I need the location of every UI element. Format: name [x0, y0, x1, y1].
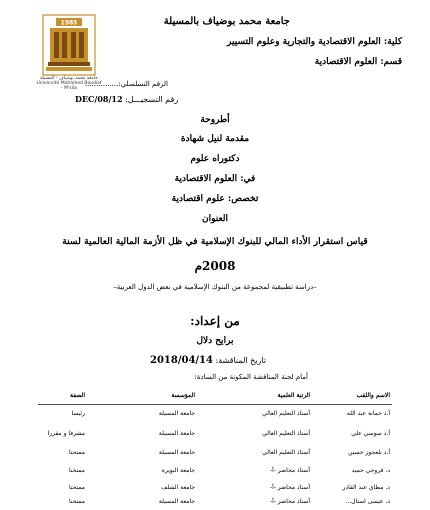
degree: دكتوراه علوم — [190, 154, 240, 164]
faculty-name: كلية: العلوم الاقتصادية والتجارية وعلوم التسيير — [227, 37, 402, 47]
member-name: د. مطاي عبد القادر — [342, 484, 390, 491]
department-name: قسم: العلوم الاقتصادية — [314, 57, 402, 67]
registration-row — [75, 94, 178, 104]
committee-label: أمام لجنة المناقشة المكونة من السادة: — [194, 373, 308, 381]
member-institution: جامعة المسيلة — [158, 449, 195, 456]
member-name: أ.د بلعجوز حسين — [348, 449, 390, 456]
member-name: أ.د سوسي علي — [351, 430, 390, 437]
member-institution: جامعة المسيلة — [158, 430, 195, 437]
member-role: مشرفا و مقررا — [47, 430, 85, 437]
member-name: أ.د حمانة عبد الله — [346, 410, 390, 417]
table-row — [40, 449, 390, 461]
member-rank: أستاذ محاضر -أ- — [270, 467, 310, 474]
table-row — [40, 467, 390, 479]
member-role: رئيسا — [71, 410, 85, 417]
header-institution: المؤسسة — [171, 392, 195, 399]
member-rank: أستاذ محاضر -أ- — [270, 498, 310, 505]
logo-caption-ar: جامعة محمد بوضياف - المسيلة — [39, 76, 99, 81]
serial-number: الرقم التسلسلي:............... — [84, 80, 168, 88]
defense-date-label: تاريخ المناقشة: — [215, 356, 267, 365]
member-role: ممتحنا — [68, 498, 85, 505]
table-row — [40, 484, 390, 496]
committee-header — [40, 392, 390, 404]
member-institution: جامعة الشلف — [161, 484, 195, 491]
defense-date-value: 2018/04/14 — [150, 355, 213, 366]
thesis-title-line2: 2008م — [194, 259, 236, 273]
table-row — [40, 410, 390, 422]
table-row — [40, 430, 390, 442]
member-institution: جامعة المسيلة — [158, 498, 195, 505]
thesis-type: أطروحة — [200, 115, 230, 125]
member-role: ممتحنا — [68, 484, 85, 491]
member-rank: أستاذ محاضر -أ- — [270, 484, 310, 491]
member-rank: أستاذ التعليم العالي — [262, 449, 310, 456]
member-role: ممتحنا — [68, 449, 85, 456]
member-role: ممتحنا — [68, 467, 85, 474]
university-name: جامعة محمد بوضياف بالمسيلة — [163, 16, 290, 27]
title-label: العنوان — [201, 214, 229, 224]
table-divider — [38, 404, 392, 405]
header-role: الصفة — [70, 392, 85, 399]
member-rank: أستاذ التعليم العالي — [262, 410, 310, 417]
member-institution: جامعة المسيلة — [158, 410, 195, 417]
author-name: برايح دلال — [196, 336, 234, 346]
logo-caption-en: Université Mohamed Boudiaf - M'sila — [36, 81, 102, 91]
registration-label: رقم التسجيـــل: — [125, 95, 179, 104]
thesis-subtitle: –دراسة تطبيقية لمجموعة من البنوك الإسلامية في بعض الدول العربية– — [113, 283, 317, 291]
logo-year: 1985 — [60, 19, 78, 27]
specialty: تخصص: علوم اقتصادية — [171, 194, 259, 204]
defense-date-row — [150, 355, 266, 366]
header-rank: الرتبة العلمية — [277, 392, 310, 399]
member-institution: جامعة البويرة — [161, 467, 195, 474]
author-label: من إعداد: — [190, 314, 240, 328]
thesis-title-line1: قياس استقرار الأداء المالي للبنوك الإسلامية في ظل الأزمة المالية العالمية لسنة — [62, 236, 368, 247]
member-name: د. عيسى استال... — [345, 498, 390, 505]
table-row — [40, 498, 390, 510]
registration-value: DEC/08/12 — [75, 94, 123, 104]
field: في: العلوم الاقتصادية — [174, 174, 256, 184]
header-name: الاسم واللقب — [356, 392, 390, 399]
submitted-for: مقدمة لنيل شهادة — [180, 134, 250, 144]
member-name: د. فروجي حميد — [351, 467, 390, 474]
university-logo — [42, 14, 96, 76]
member-rank: أستاذ التعليم العالي — [262, 430, 310, 437]
